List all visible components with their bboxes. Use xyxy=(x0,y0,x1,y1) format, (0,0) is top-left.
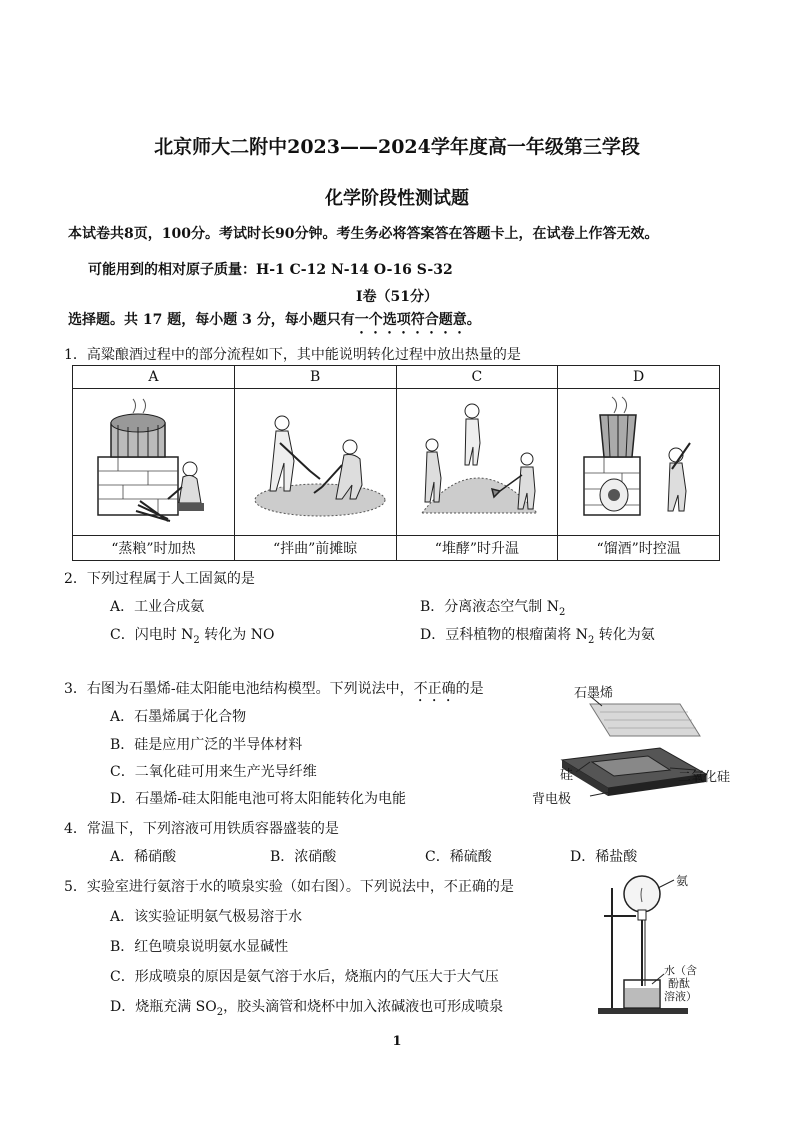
q3-option-c: C．二氧化硅可用来生产光导纤维 xyxy=(110,764,317,780)
q2-option-d-text: D．豆科植物的根瘤菌将 N xyxy=(420,627,588,643)
q1-illustration-fermenting xyxy=(396,389,558,536)
q3-stem-tail: 的是 xyxy=(455,681,484,697)
page-title: 北京师大二附中2023——2024学年度高一年级第三学段 xyxy=(154,136,640,158)
label-ammonia: 氨 xyxy=(676,874,689,888)
q2-stem: 2．下列过程属于人工固氮的是 xyxy=(64,571,255,587)
label-back-electrode: 背电极 xyxy=(532,792,572,807)
q2-option-c xyxy=(110,624,274,646)
label-silicon: 硅 xyxy=(560,768,574,783)
page-subtitle: 化学阶段性测试题 xyxy=(325,188,469,209)
fountain-experiment-figure xyxy=(590,868,720,1018)
q1-caption-c: “堆酵”时升温 xyxy=(396,536,558,561)
label-graphene: 石墨烯 xyxy=(574,686,614,701)
q2-option-d xyxy=(420,624,655,646)
q5-option-d-tail: ，胶头滴管和烧杯中加入浓碱液也可形成喷泉 xyxy=(223,999,504,1015)
q2-option-c-text: C．闪电时 N xyxy=(110,627,194,643)
q3-stem-text: 3．右图为石墨烯-硅太阳能电池结构模型。下列说法中， xyxy=(64,681,414,697)
instructions-emphasis: 一个选项符合题意 xyxy=(354,312,467,328)
q4-stem: 4．常温下，下列溶液可用铁质容器盛装的是 xyxy=(64,821,339,837)
solar-cell-figure xyxy=(530,678,740,808)
q1-caption-b: “拌曲”前摊晾 xyxy=(234,536,396,561)
q5-option-d xyxy=(110,996,503,1018)
label-water-line3: 溶液） xyxy=(664,990,697,1003)
label-water-line2: 酚酞 xyxy=(668,977,690,990)
q1-stem: 1．高粱酿酒过程中的部分流程如下，其中能说明转化过程中放出热量的是 xyxy=(64,347,521,363)
atomic-masses: 可能用到的相对原子质量：H-1 C-12 N-14 O-16 S-32 xyxy=(88,262,453,278)
q1-header-c: C xyxy=(396,366,558,389)
q5-option-c: C．形成喷泉的原因是氨气溶于水后，烧瓶内的气压大于大气压 xyxy=(110,969,499,985)
q2-option-d-tail: 转化为氨 xyxy=(594,627,655,643)
q1-table xyxy=(72,365,720,561)
label-water-phenolphthalein xyxy=(664,964,697,1003)
q4-option-a: A．稀硝酸 xyxy=(110,849,177,865)
q1-header-d: D xyxy=(558,366,720,389)
q1-caption-a: “蒸粮”时加热 xyxy=(73,536,235,561)
q2-option-b xyxy=(420,596,565,618)
q1-illustration-mixing xyxy=(234,389,396,536)
q3-option-a: A．石墨烯属于化合物 xyxy=(110,709,247,725)
q4-option-d: D．稀盐酸 xyxy=(570,849,638,865)
subscript: 2 xyxy=(216,1006,224,1018)
label-silicon-dioxide: 二氧化硅 xyxy=(678,770,731,785)
q2-option-c-tail: 转化为 NO xyxy=(199,627,275,643)
q4-option-c: C．稀硫酸 xyxy=(425,849,492,865)
q1-header-a: A xyxy=(73,366,235,389)
q5-option-d-text: D．烧瓶充满 SO xyxy=(110,999,217,1015)
page-number: 1 xyxy=(392,1034,402,1049)
q3-option-b: B．硅是应用广泛的半导体材料 xyxy=(110,737,303,753)
q2-option-a: A．工业合成氨 xyxy=(110,599,205,615)
subscript: 2 xyxy=(587,634,595,646)
instructions-prefix: 选择题。共 17 题，每小题 3 分，每小题只有 xyxy=(68,312,355,328)
q5-option-b: B．红色喷泉说明氨水显碱性 xyxy=(110,939,289,955)
exam-notice: 本试卷共8页，100分。考试时长90分钟。考生务必将答案答在答题卡上，在试卷上作答无效。 xyxy=(68,226,659,242)
section-heading: I卷（51分） xyxy=(355,289,439,305)
q1-illustration-distilling xyxy=(558,389,720,536)
q5-stem: 5．实验室进行氨溶于水的喷泉实验（如右图）。下列说法中，不正确的是 xyxy=(64,879,514,895)
q3-stem xyxy=(64,678,484,705)
subscript: 2 xyxy=(193,634,200,646)
instructions xyxy=(68,309,481,337)
q5-option-a: A．该实验证明氨气极易溶于水 xyxy=(110,909,303,925)
instructions-suffix: 。 xyxy=(466,312,481,328)
label-water-line1: 水（含 xyxy=(664,964,697,977)
q4-option-b: B．浓硝酸 xyxy=(270,849,337,865)
q1-header-b: B xyxy=(234,366,396,389)
q1-caption-d: “馏酒”时控温 xyxy=(558,536,720,561)
q2-option-b-text: B．分离液态空气制 N xyxy=(420,599,559,615)
subscript: 2 xyxy=(559,606,566,618)
q3-option-d: D．石墨烯-硅太阳能电池可将太阳能转化为电能 xyxy=(110,791,406,807)
q1-illustration-steaming xyxy=(73,389,235,536)
q3-stem-emphasis: 不正确 xyxy=(413,681,456,697)
